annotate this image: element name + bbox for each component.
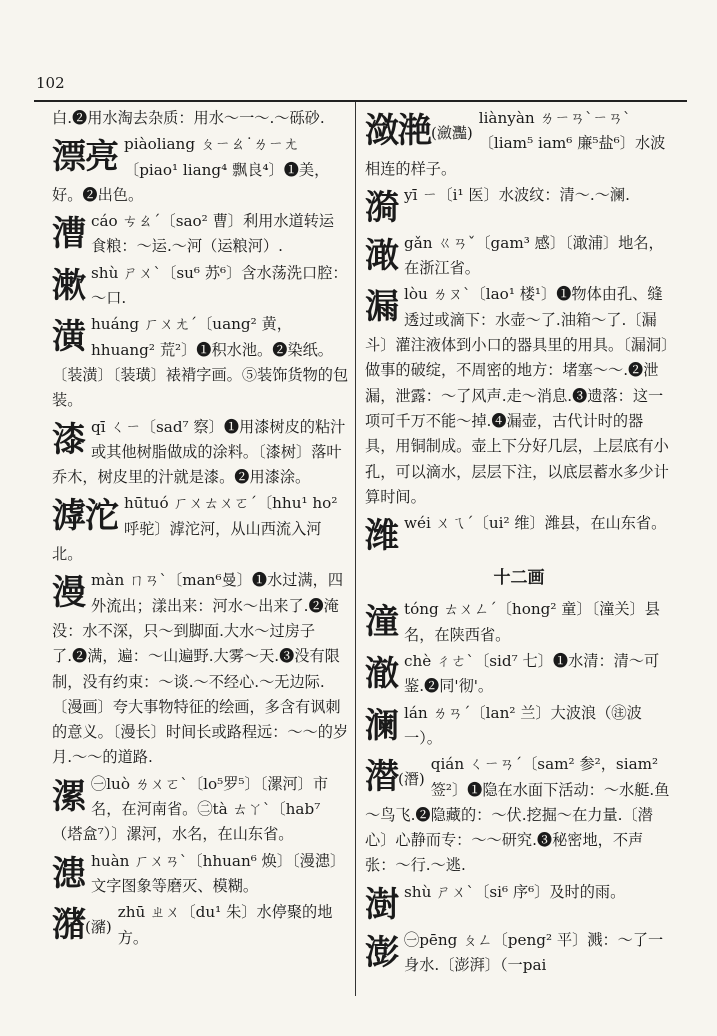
entry-headword — [52, 852, 85, 896]
entry-definition: tóng ㄊㄨㄥˊ〔hong² 童〕〔潼关〕县名，在陕西省。 — [404, 600, 660, 644]
entry-headword — [52, 418, 85, 462]
entry-definition: liànyàn ㄌㄧㄢˋㄧㄢˋ〔liam⁵ iam⁶ 廉⁵盐⁶〕水波相连的样子。 — [365, 109, 666, 178]
headword-text: 漏 — [365, 287, 398, 328]
entry-headword — [365, 109, 473, 155]
entry-headword — [365, 704, 398, 748]
entry-definition: chè ㄔㄜˋ〔sid⁷ 七〕❶水清：清～可鉴.❷同'彻'。 — [404, 652, 660, 696]
dictionary-entry — [52, 849, 349, 900]
entry-definition: huàn ㄏㄨㄢˋ〔hhuan⁶ 焕〕〔漫漶〕文字图象等磨灭、模糊。 — [91, 851, 346, 895]
headword-text: 漶 — [52, 853, 85, 894]
section-heading: 十二画 — [493, 568, 545, 589]
entry-definition: ㊀luò ㄌㄨㄛˋ〔lo⁵罗⁵〕〔漯河〕市名，在河南省。㊁tà ㄊㄚˋ〔hab⁷ （塔盒⁷）〕漯河，水名，在山东省。 — [52, 774, 329, 844]
dictionary-entry — [365, 231, 673, 282]
entry-headword — [52, 315, 85, 359]
dictionary-entry — [52, 106, 349, 131]
dictionary-entry — [52, 209, 349, 260]
dictionary-entry — [365, 597, 673, 648]
dictionary-entry — [365, 282, 673, 510]
headword-text: 漕 — [52, 214, 85, 255]
entry-headword — [52, 571, 85, 615]
entry-headword — [52, 775, 85, 819]
dictionary-entry — [365, 511, 673, 558]
entry-headword — [52, 135, 118, 179]
dictionary-entry — [52, 772, 349, 848]
entry-headword — [52, 264, 85, 308]
left-column — [52, 106, 349, 952]
entry-definition: hūtuó ㄏㄨㄊㄨㄛˊ〔hhu¹ ho² 呼驼〕滹沱河，从山西流入河北。 — [52, 494, 338, 564]
entry-definition: 白.❷用水淘去杂质：用水～一～.～砾砂. — [52, 109, 325, 127]
dictionary-entry — [365, 649, 673, 700]
headword-text: 潴 — [52, 905, 85, 946]
dictionary-entry — [52, 132, 349, 208]
entry-headword — [365, 285, 398, 329]
headword-text: 澎 — [365, 932, 398, 973]
entry-definition: yī ㄧ〔i¹ 医〕水波纹：清～.～澜. — [404, 185, 630, 204]
header-rule — [34, 100, 687, 102]
entry-definition: huáng ㄏㄨㄤˊ〔uang² 黄，hhuang² 荒²〕❶积水池。❷染纸。〔装潢〕〔装璜〕裱褙字画。⑤装饰货物的包装。 — [52, 315, 349, 410]
headword-text: 漱 — [52, 265, 85, 306]
entry-definition: ㊀pēng ㄆㄥ〔peng² 平〕溅：～了一身水.〔澎湃〕（一pai — [404, 930, 664, 975]
entry-definition: shù ㄕㄨˋ〔su⁶ 苏⁶〕含水荡洗口腔：～口. — [91, 263, 348, 308]
entry-headword — [365, 600, 398, 644]
dictionary-entry — [365, 106, 673, 182]
headword-variant: (潛) — [398, 770, 425, 789]
entry-headword — [365, 883, 398, 927]
right-column — [365, 106, 673, 979]
entry-definition: gǎn ㄍㄢˇ〔gam³ 感〕〔澉浦〕地名，在浙江省。 — [404, 233, 664, 278]
headword-text: 澍 — [365, 884, 398, 925]
entry-headword — [365, 931, 398, 975]
entry-headword — [52, 212, 85, 256]
headword-text: 潍 — [365, 516, 398, 557]
dictionary-entry — [52, 568, 349, 770]
headword-text: 潢 — [52, 317, 85, 358]
headword-text: 滹沱 — [52, 496, 118, 537]
dictionary-entry — [52, 312, 349, 413]
entry-headword — [365, 652, 398, 696]
dictionary-entry — [52, 900, 349, 951]
headword-variant: (瀦) — [85, 918, 112, 937]
page-number: 102 — [36, 74, 65, 92]
column-divider — [355, 102, 356, 996]
dictionary-entry — [365, 701, 673, 752]
headword-text: 漂亮 — [52, 137, 118, 178]
entry-definition: zhū ㄓㄨ〔du¹ 朱〕水停聚的地方。 — [117, 903, 333, 947]
entry-headword — [52, 494, 118, 538]
entry-headword — [52, 903, 112, 949]
headword-text: 漆 — [52, 419, 85, 460]
dictionary-entry — [52, 491, 349, 567]
entry-definition: lòu ㄌㄡˋ〔lao¹ 楼¹〕❶物体由孔、缝透过或滴下：水壶～了.油箱～了.〔漏斗〕灌注液体到小口的器具里的用具。〔漏洞〕做事的破绽，不周密的地方：堵塞～～.❷泄漏，泄露：～了风声.走～消息.❸遗落：这一项可千万不能～掉.❹漏壶，古代计时的器具，用铜制成。壶上下分好几层，上层底有小孔，可以滴水，层层下注，以底层蓄水多少计算时间。 — [365, 285, 669, 506]
headword-text: 澉 — [365, 235, 398, 276]
entry-definition: màn ㄇㄢˋ〔man⁶曼〕❶水过满，四外流出；漾出来：河水～出来了.❷淹没：水不深，只～到脚面.大水～过房子了.❷满，遍：～山遍野.大雾～天.❸没有限制，没有约束：～谈.～不经心.～无边际.〔漫画〕夸大事物特征的绘画，多含有讽刺的意义。〔漫长〕时间长或路程远：～～的岁月.～～的道路. — [52, 571, 349, 767]
headword-text: 漫 — [52, 573, 85, 614]
entry-definition: lán ㄌㄢˊ〔lan² 兰〕大波浪（㊟波一）。 — [404, 703, 642, 747]
entry-definition: qián ㄑㄧㄢˊ〔sam² 参²，siam² 签²〕❶隐在水面下活动：～水艇.鱼～鸟飞.❷隐藏的：～伏.挖掘～在力量.〔潜心〕心静而专：～～研究.❸秘密地，不声张：～行.～逃. — [365, 755, 670, 875]
dictionary-entry — [52, 261, 349, 312]
headword-variant: (瀲灩) — [431, 124, 473, 142]
dictionary-entry — [52, 415, 349, 491]
entry-headword — [365, 514, 398, 558]
dictionary-entry — [365, 752, 673, 878]
entry-definition: cáo ㄘㄠˊ〔sao² 曹〕利用水道转运食粮：～运.～河（运粮河）. — [91, 212, 335, 256]
headword-text: 潜 — [365, 757, 398, 798]
headword-text: 潼 — [365, 602, 398, 643]
headword-text: 澈 — [365, 654, 398, 695]
headword-text: 潋滟 — [365, 111, 431, 151]
entry-headword — [365, 234, 398, 278]
dictionary-entry — [365, 880, 673, 927]
entry-definition: qī ㄑㄧ〔sad⁷ 察〕❶用漆树皮的粘汁或其他树脂做成的涂料。〔漆树〕落叶乔木，树皮里的汁就是漆。❷用漆涂。 — [52, 417, 346, 487]
dictionary-entry — [365, 928, 673, 979]
entry-definition: wéi ㄨㄟˊ〔ui² 维〕潍县，在山东省。 — [404, 514, 667, 533]
entry-headword — [365, 186, 398, 230]
headword-text: 漯 — [52, 776, 85, 817]
entry-definition: shù ㄕㄨˋ〔si⁶ 序⁶〕及时的雨。 — [404, 882, 626, 901]
entry-definition: piàoliang ㄆㄧㄠ˙ㄌㄧㄤ〔piao¹ liang⁴ 飘良⁴〕❶美，好。❷出色。 — [52, 135, 330, 204]
headword-text: 漪 — [365, 187, 398, 228]
entry-headword — [365, 755, 425, 801]
headword-text: 澜 — [365, 705, 398, 746]
dictionary-entry — [365, 183, 673, 230]
